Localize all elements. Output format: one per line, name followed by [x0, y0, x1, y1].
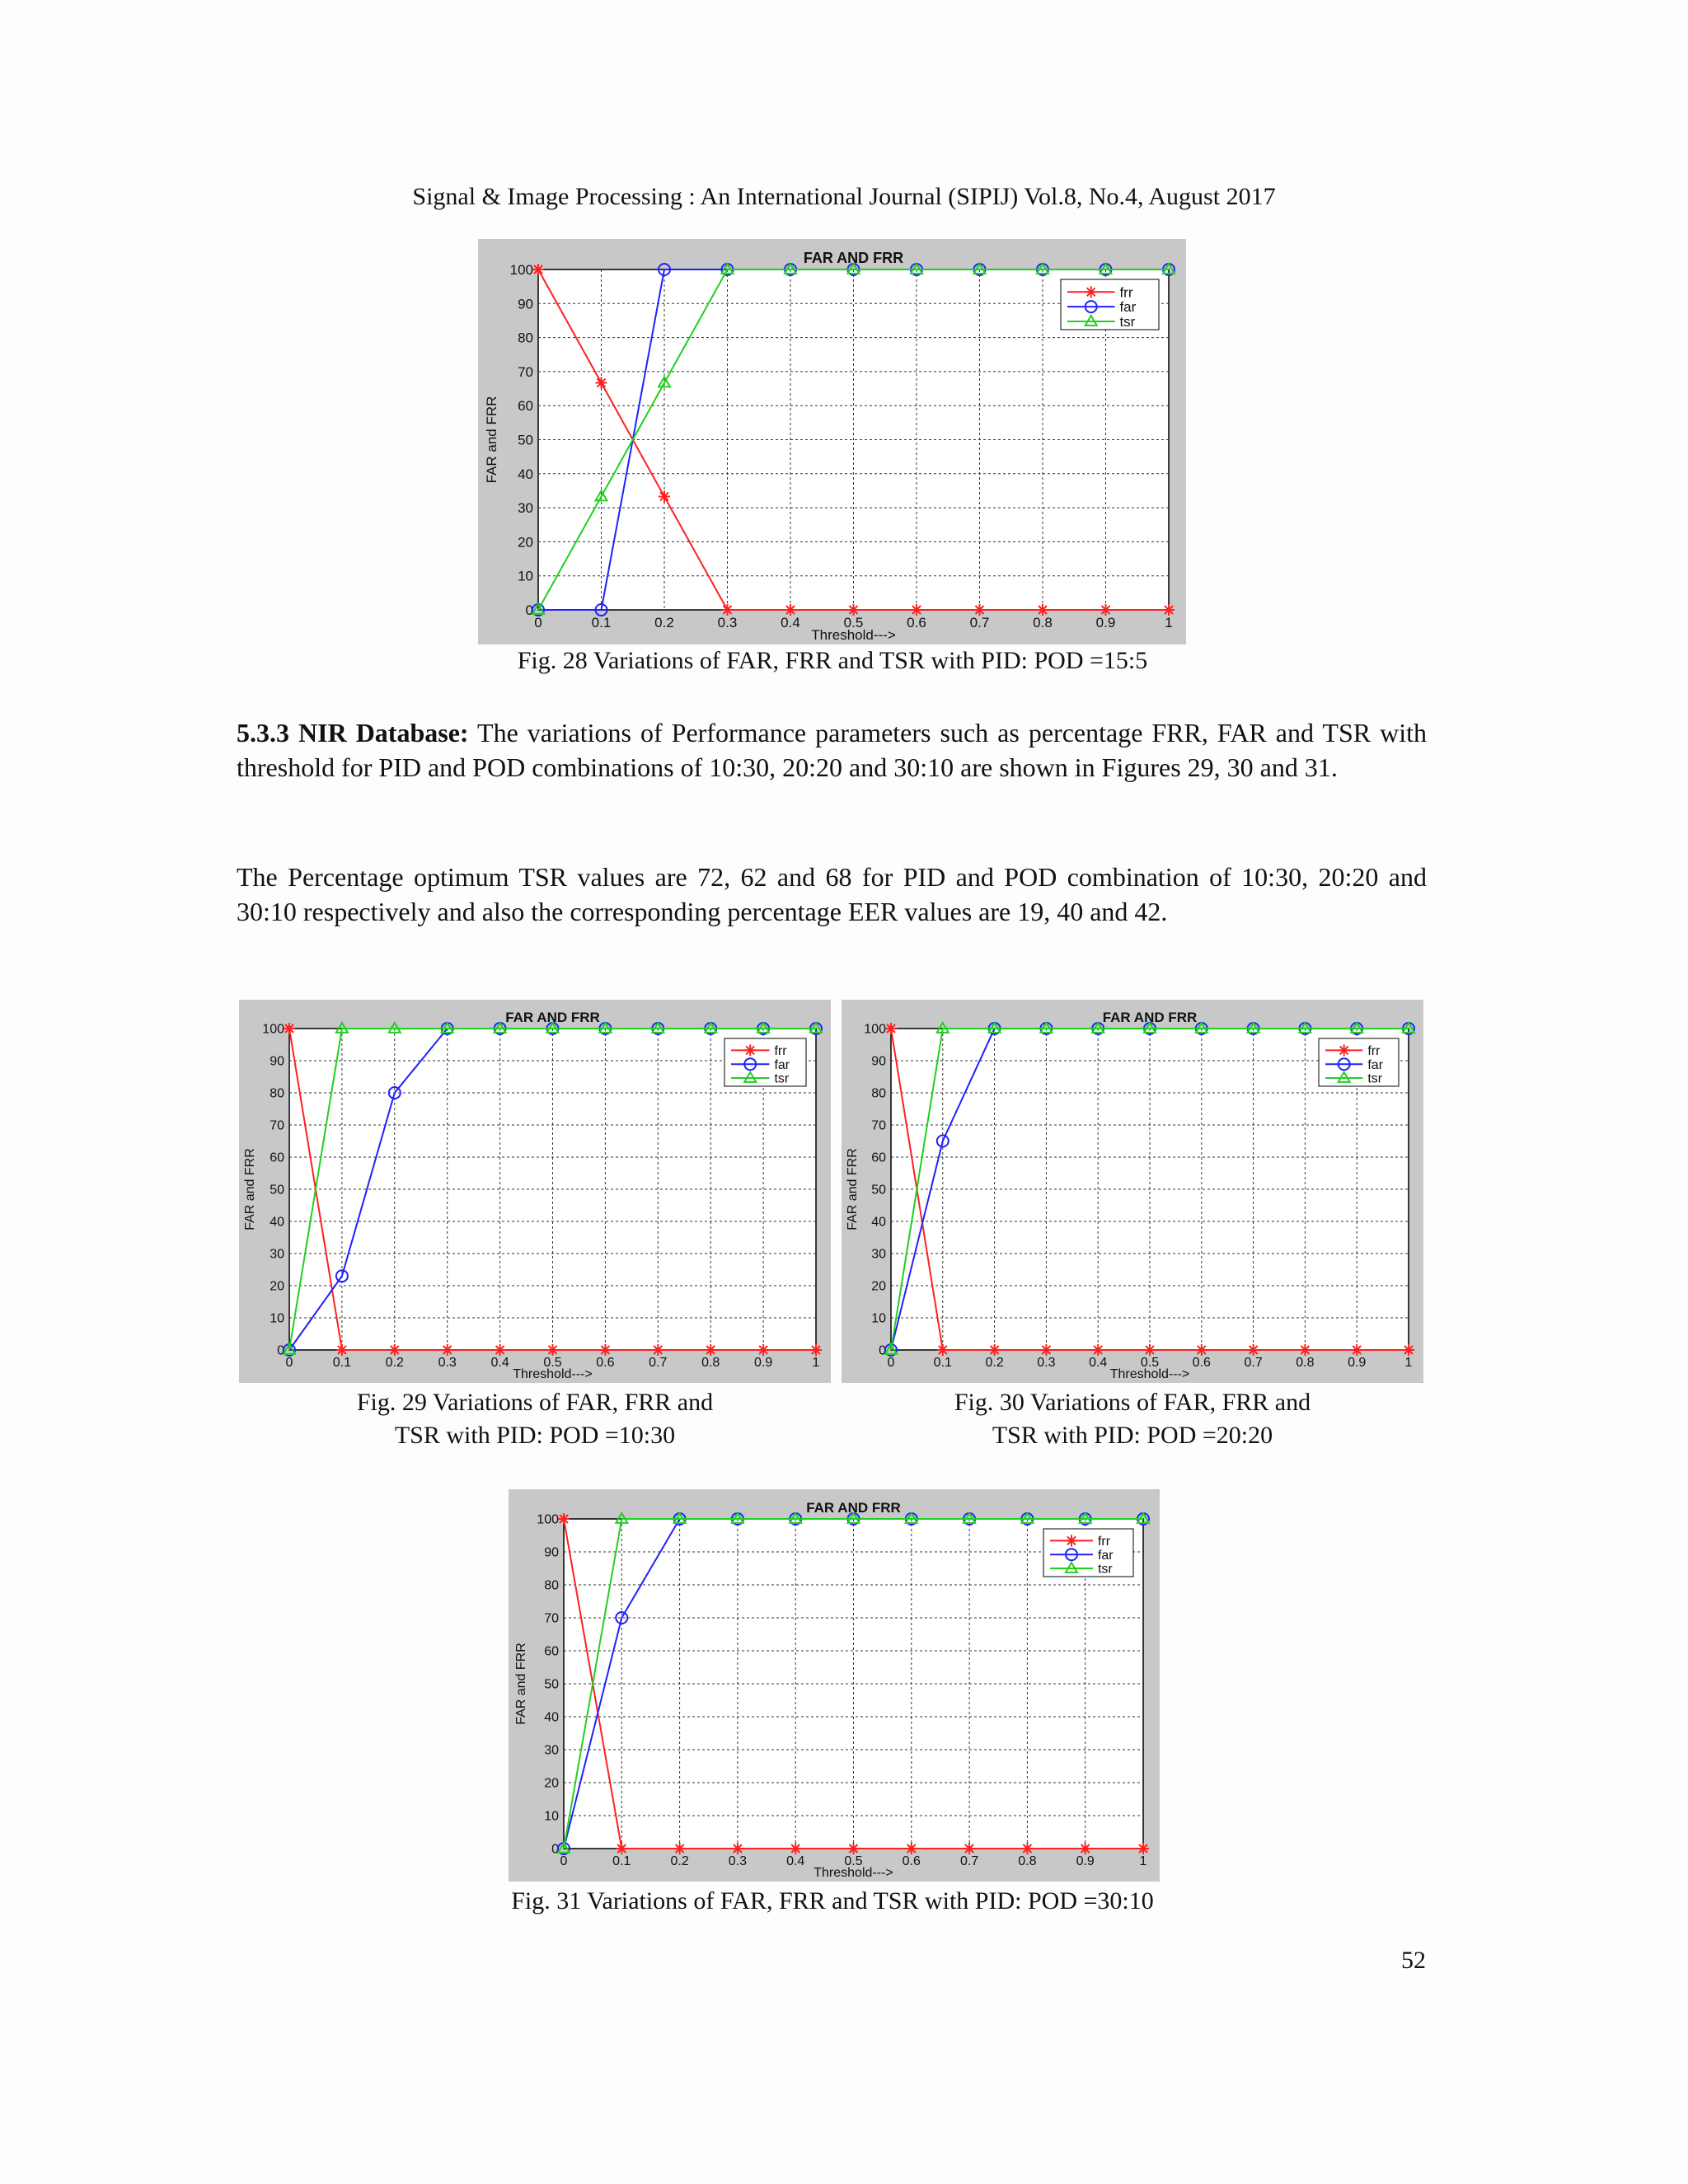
frr-point	[1144, 1344, 1156, 1356]
y-tick-label: 30	[270, 1247, 284, 1262]
y-tick-label: 60	[871, 1151, 886, 1165]
legend-label-frr: frr	[1119, 284, 1133, 301]
x-tick-label: 0.9	[1095, 615, 1116, 630]
frr-point	[1021, 1843, 1033, 1854]
frr-point	[810, 1344, 822, 1356]
legend-label-frr: frr	[774, 1044, 787, 1058]
x-tick-label: 0	[887, 1356, 895, 1370]
x-tick-label: 0.1	[332, 1356, 352, 1370]
x-tick-label: 0.5	[543, 1356, 562, 1370]
frr-point	[911, 604, 922, 616]
frr-point	[532, 264, 544, 275]
y-tick-label: 80	[871, 1086, 886, 1101]
y-tick-label: 80	[270, 1086, 284, 1101]
frr-point	[732, 1843, 743, 1854]
x-tick-label: 0.7	[969, 615, 990, 630]
y-tick-label: 20	[544, 1776, 559, 1791]
x-tick-label: 0.4	[490, 1356, 509, 1370]
y-tick-label: 60	[544, 1644, 559, 1659]
y-tick-label: 80	[518, 330, 533, 346]
caption-fig29	[239, 1386, 831, 1452]
x-tick-label: 0.1	[591, 615, 612, 630]
section-paragraph-1	[237, 715, 1427, 785]
section-paragraph-2	[237, 860, 1427, 929]
y-tick-label: 70	[544, 1611, 559, 1626]
y-tick-label: 90	[871, 1054, 886, 1069]
legend-box	[1043, 1529, 1133, 1577]
y-tick-label: 20	[871, 1279, 886, 1294]
x-tick-label: 0.8	[1033, 615, 1053, 630]
frr-point	[596, 377, 607, 389]
y-tick-label: 90	[544, 1545, 559, 1560]
page-number: 52	[1401, 1947, 1426, 1974]
y-tick-label: 100	[509, 261, 533, 278]
frr-point	[547, 1344, 559, 1356]
x-axis-label: Threshold--->	[513, 1367, 593, 1381]
y-tick-label: 10	[518, 568, 533, 584]
frr-point	[906, 1843, 917, 1854]
x-axis-label: Threshold--->	[811, 627, 896, 643]
frr-point	[1066, 1535, 1077, 1546]
frr-point	[495, 1344, 506, 1356]
y-tick-label: 0	[551, 1842, 559, 1857]
x-tick-label: 0.7	[1244, 1356, 1263, 1370]
figure-29	[239, 1000, 831, 1383]
y-tick-label: 0	[277, 1343, 284, 1358]
x-tick-label: 0.1	[933, 1356, 952, 1370]
y-tick-label: 40	[518, 466, 533, 482]
x-tick-label: 0.7	[649, 1356, 668, 1370]
frr-point	[558, 1513, 570, 1525]
y-tick-label: 90	[518, 296, 533, 312]
x-tick-label: 1	[1404, 1356, 1413, 1370]
frr-point	[1100, 604, 1112, 616]
frr-point	[705, 1344, 716, 1356]
y-tick-label: 70	[270, 1118, 284, 1133]
x-tick-label: 0.2	[654, 615, 674, 630]
frr-point	[1092, 1344, 1104, 1356]
x-tick-label: 0.3	[717, 615, 738, 630]
x-tick-label: 0.8	[1018, 1854, 1037, 1868]
legend-label-frr: frr	[1097, 1535, 1111, 1549]
y-tick-label: 30	[544, 1743, 559, 1758]
y-tick-label: 20	[518, 534, 533, 551]
x-tick-label: 0.4	[786, 1854, 805, 1868]
x-tick-label: 0.6	[1192, 1356, 1211, 1370]
x-tick-label: 1	[812, 1356, 820, 1370]
x-tick-label: 1	[1139, 1854, 1147, 1868]
frr-point	[599, 1344, 611, 1356]
y-tick-label: 10	[871, 1311, 886, 1326]
frr-point	[964, 1843, 975, 1854]
frr-point	[1339, 1044, 1350, 1056]
y-axis-label: FAR and FRR	[243, 1148, 257, 1230]
y-tick-label: 70	[518, 363, 533, 380]
section-heading: 5.3.3 NIR Database:	[237, 718, 469, 748]
y-axis-label: FAR and FRR	[484, 396, 499, 484]
x-tick-label: 0.3	[728, 1854, 748, 1868]
legend-label-far: far	[1119, 299, 1137, 316]
x-tick-label: 0	[285, 1356, 293, 1370]
x-tick-label: 0	[534, 615, 542, 630]
caption-fig28: Fig. 28 Variations of FAR, FRR and TSR with PID: POD =15:5	[517, 647, 1148, 674]
frr-point	[1037, 604, 1048, 616]
frr-point	[1196, 1344, 1207, 1356]
legend-label-frr: frr	[1367, 1044, 1381, 1058]
y-tick-label: 50	[871, 1183, 886, 1197]
y-tick-label: 100	[864, 1022, 886, 1037]
frr-point	[442, 1344, 453, 1356]
y-tick-label: 90	[270, 1054, 284, 1069]
frr-point	[1248, 1344, 1259, 1356]
legend-box	[1319, 1038, 1399, 1086]
y-tick-label: 40	[871, 1215, 886, 1230]
y-tick-label: 10	[544, 1809, 559, 1824]
frr-point	[848, 1843, 860, 1854]
frr-point	[336, 1344, 348, 1356]
frr-point	[616, 1843, 627, 1854]
section-text-2: The Percentage optimum TSR values are 72, 62 and 68 for PID and POD combination of 10:30, 20:20 and 30:10 respectively and also the corresponding percentage EER values are 19, 40 and 42.	[237, 862, 1427, 926]
journal-header: Signal & Image Processing : An International Journal (SIPIJ) Vol.8, No.4, August 2017	[412, 183, 1276, 210]
frr-point	[1299, 1344, 1311, 1356]
frr-point	[389, 1344, 401, 1356]
x-axis-label: Threshold--->	[814, 1866, 893, 1880]
frr-point	[1085, 286, 1097, 298]
x-tick-label: 0.2	[985, 1356, 1004, 1370]
legend-label-tsr: tsr	[1119, 313, 1136, 330]
section-text-1: The variations of Performance parameters such as percentage FRR, FAR and TSR with threshold for PID and POD combinations of 10:30, 20:20 and 30:10 are shown in Figures 29, 30 and 31.	[237, 718, 1428, 782]
frr-point	[989, 1344, 1001, 1356]
chart-fig28	[478, 239, 1186, 644]
frr-point	[652, 1344, 663, 1356]
x-tick-label: 0.5	[843, 615, 864, 630]
y-tick-label: 50	[544, 1677, 559, 1692]
x-tick-label: 0.6	[596, 1356, 615, 1370]
frr-point	[885, 1023, 897, 1034]
frr-point	[722, 604, 734, 616]
chart-fig31	[509, 1489, 1160, 1882]
x-tick-label: 0	[560, 1854, 568, 1868]
y-tick-label: 0	[879, 1343, 886, 1358]
x-tick-label: 1	[1165, 615, 1173, 630]
frr-point	[785, 604, 796, 616]
frr-point	[1351, 1344, 1362, 1356]
y-tick-label: 50	[270, 1183, 284, 1197]
y-tick-label: 60	[270, 1151, 284, 1165]
frr-point	[974, 604, 986, 616]
x-tick-label: 0.5	[844, 1854, 863, 1868]
y-tick-label: 30	[518, 500, 533, 517]
figure-31	[509, 1489, 1160, 1882]
figure-30	[842, 1000, 1423, 1383]
legend-label-far: far	[1097, 1548, 1114, 1563]
x-tick-label: 0.3	[438, 1356, 457, 1370]
caption-fig29-line2: TSR with PID: POD =10:30	[394, 1422, 676, 1449]
legend-label-tsr: tsr	[1097, 1562, 1113, 1577]
y-tick-label: 30	[871, 1247, 886, 1262]
caption-fig31: Fig. 31 Variations of FAR, FRR and TSR with PID: POD =30:10	[511, 1887, 1154, 1915]
y-tick-label: 50	[518, 432, 533, 448]
x-tick-label: 0.3	[1037, 1356, 1056, 1370]
y-tick-label: 100	[262, 1022, 284, 1037]
x-tick-label: 0.8	[1296, 1356, 1315, 1370]
frr-point	[1137, 1843, 1149, 1854]
legend-label-tsr: tsr	[774, 1071, 790, 1086]
y-axis-label: FAR and FRR	[846, 1148, 860, 1230]
x-tick-label: 0.9	[1348, 1356, 1367, 1370]
legend-label-tsr: tsr	[1367, 1071, 1383, 1086]
x-tick-label: 0.8	[701, 1356, 720, 1370]
y-tick-label: 70	[871, 1118, 886, 1133]
chart-title: FAR AND FRR	[806, 1500, 901, 1516]
frr-point	[284, 1023, 295, 1034]
caption-fig29-line1: Fig. 29 Variations of FAR, FRR and	[356, 1389, 714, 1416]
x-tick-label: 0.4	[1089, 1356, 1108, 1370]
frr-point	[744, 1044, 756, 1056]
frr-point	[674, 1843, 686, 1854]
y-tick-label: 0	[525, 602, 533, 618]
x-tick-label: 0.5	[1140, 1356, 1160, 1370]
y-tick-label: 60	[518, 398, 533, 415]
frr-point	[1040, 1344, 1052, 1356]
x-tick-label: 0.2	[670, 1854, 689, 1868]
frr-point	[848, 604, 860, 616]
x-axis-label: Threshold--->	[1109, 1367, 1190, 1381]
chart-title: FAR AND FRR	[505, 1010, 600, 1025]
x-tick-label: 0.9	[1076, 1854, 1095, 1868]
x-tick-label: 0.9	[753, 1356, 773, 1370]
x-tick-label: 0.6	[907, 615, 926, 630]
frr-point	[790, 1843, 801, 1854]
chart-fig30	[842, 1000, 1423, 1383]
y-tick-label: 40	[270, 1215, 284, 1230]
chart-title: FAR AND FRR	[803, 250, 904, 266]
frr-point	[937, 1344, 949, 1356]
frr-point	[1403, 1344, 1414, 1356]
legend-label-far: far	[774, 1057, 790, 1072]
caption-fig30-line1: Fig. 30 Variations of FAR, FRR and	[954, 1389, 1311, 1416]
frr-point	[1080, 1843, 1091, 1854]
frr-point	[757, 1344, 769, 1356]
figure-28	[478, 239, 1186, 644]
x-tick-label: 0.4	[781, 615, 800, 630]
x-tick-label: 0.1	[612, 1854, 631, 1868]
chart-fig29	[239, 1000, 831, 1383]
y-tick-label: 10	[270, 1311, 284, 1326]
legend-label-far: far	[1367, 1057, 1384, 1072]
y-tick-label: 80	[544, 1578, 559, 1593]
legend-box	[724, 1038, 806, 1086]
caption-fig30-line2: TSR with PID: POD =20:20	[992, 1422, 1273, 1449]
x-tick-label: 0.2	[385, 1356, 404, 1370]
frr-point	[659, 490, 670, 502]
y-tick-label: 100	[537, 1512, 559, 1527]
y-tick-label: 40	[544, 1710, 559, 1725]
y-axis-label: FAR and FRR	[514, 1643, 528, 1725]
x-tick-label: 0.7	[959, 1854, 979, 1868]
y-tick-label: 20	[270, 1279, 284, 1294]
x-tick-label: 0.6	[902, 1854, 921, 1868]
caption-fig30	[842, 1386, 1423, 1452]
chart-title: FAR AND FRR	[1102, 1010, 1198, 1025]
frr-point	[1163, 604, 1175, 616]
